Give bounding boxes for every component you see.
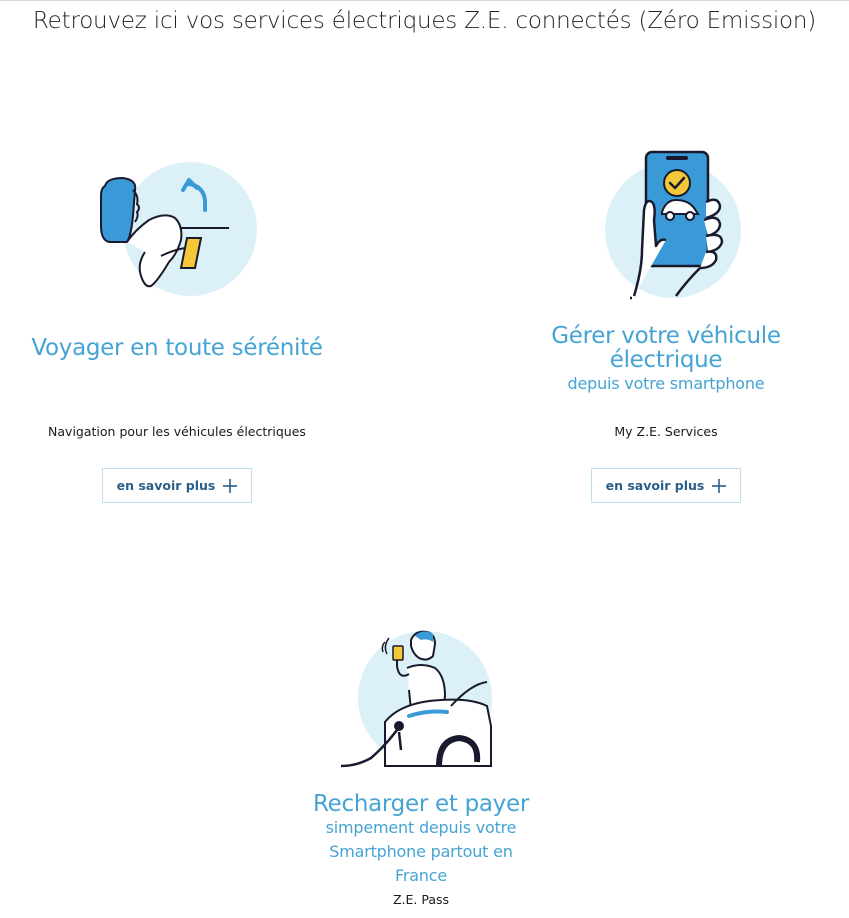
service-subtitle: depuis votre smartphone — [567, 374, 765, 393]
top-divider — [0, 0, 849, 1]
service-subtitle: simpement depuis votre Smartphone partout en France — [325, 818, 517, 885]
service-title — [501, 324, 831, 396]
learn-more-button[interactable] — [102, 468, 252, 503]
service-title-text: Gérer votre véhicule électrique — [551, 323, 781, 373]
learn-more-button[interactable] — [591, 468, 741, 503]
plus-icon — [223, 479, 237, 493]
learn-more-label: en savoir plus — [116, 478, 216, 493]
service-title-text: Voyager en toute sérénité — [31, 335, 323, 361]
service-description: Navigation pour les véhicules électriques — [48, 424, 306, 439]
learn-more-label: en savoir plus — [605, 478, 705, 493]
smartphone-vehicle-illustration-icon — [576, 150, 756, 300]
service-title — [12, 336, 342, 360]
service-title — [256, 792, 586, 888]
charging-illustration-icon — [331, 626, 511, 776]
service-title-text: Recharger et payer — [313, 791, 529, 817]
plus-icon — [712, 479, 726, 493]
service-description: Z.E. Pass — [392, 892, 450, 907]
service-description: My Z.E. Services — [614, 424, 718, 439]
navigation-illustration-icon — [87, 156, 267, 306]
page-title: Retrouvez ici vos services électriques Z.E. connectés (Zéro Emission) — [32, 8, 817, 34]
